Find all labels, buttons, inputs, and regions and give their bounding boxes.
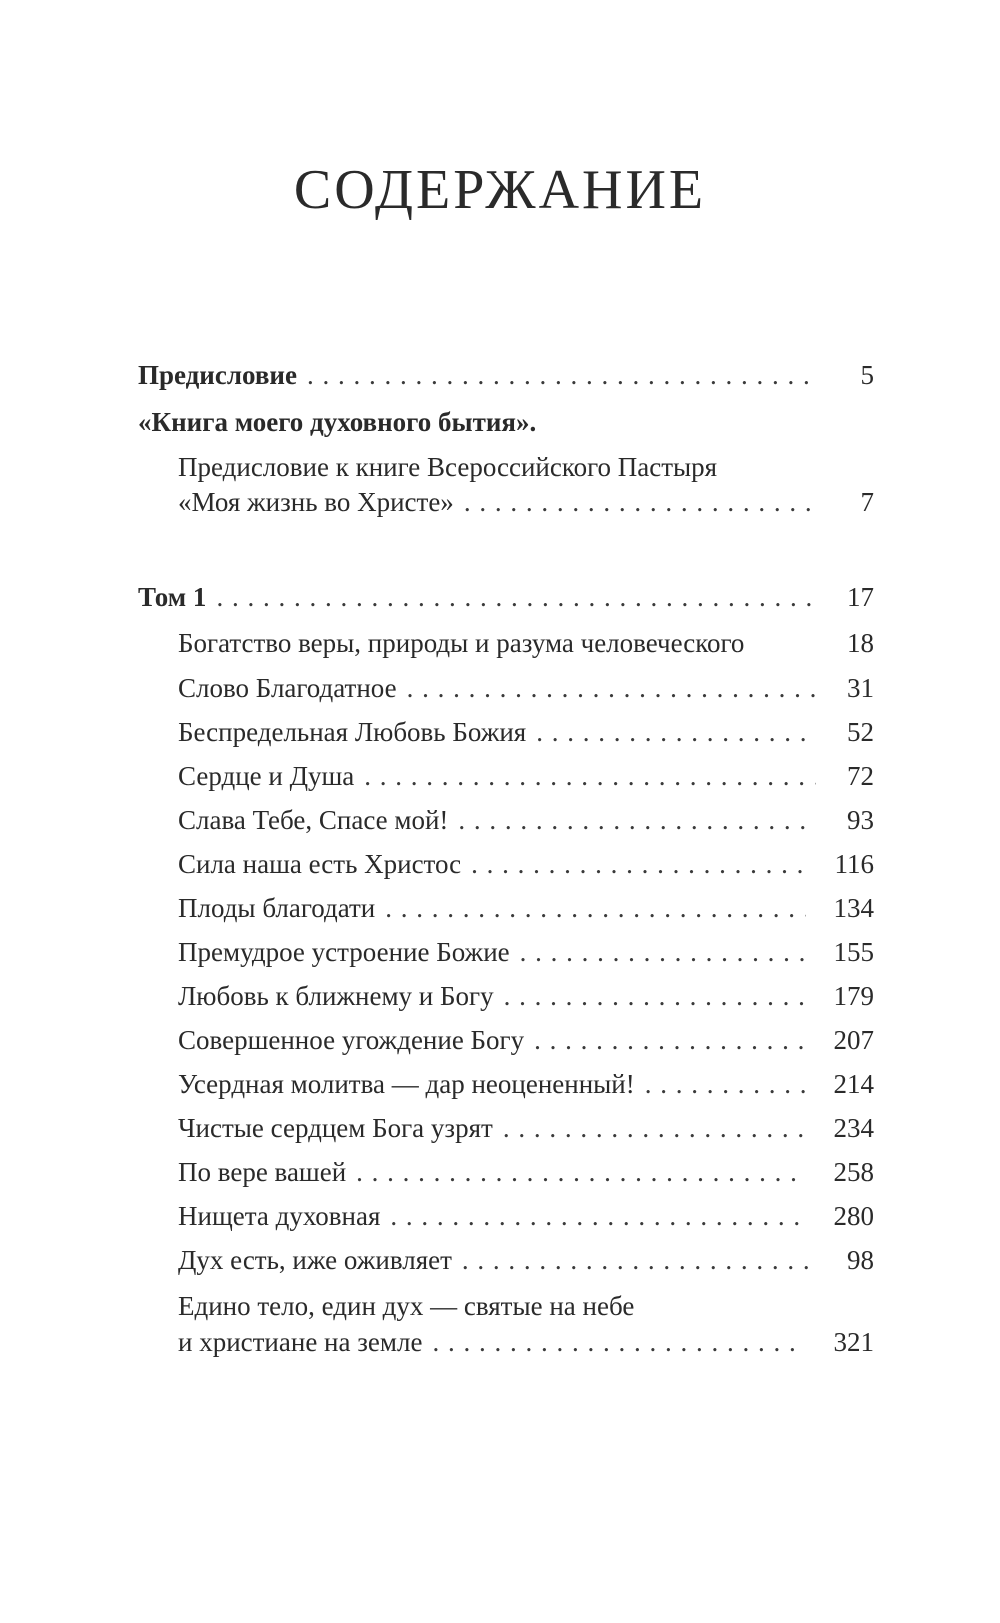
toc-entry-page: 7 xyxy=(860,487,874,517)
toc-entry-label: «Моя жизнь во Христе» xyxy=(178,487,454,517)
toc-entry-label: «Книга моего духовного бытия». xyxy=(138,407,537,437)
toc-chapter xyxy=(178,935,874,969)
leader-dots xyxy=(307,358,816,392)
toc-chapter xyxy=(178,671,874,705)
toc-chapter xyxy=(178,1111,874,1145)
leader-dots xyxy=(432,1325,805,1359)
toc-chapter-line-1 xyxy=(178,1289,874,1323)
toc-chapter xyxy=(178,1067,874,1101)
toc-entry-label: Совершенное угождение Богу xyxy=(178,1025,525,1055)
toc-entry-label: Любовь к ближнему и Богу xyxy=(178,981,494,1011)
toc-entry-book-heading xyxy=(138,405,874,439)
toc-chapter xyxy=(178,1199,874,1233)
leader-dots xyxy=(504,979,806,1013)
leader-dots xyxy=(534,1023,805,1057)
toc-entry-label: Дух есть, иже оживляет xyxy=(178,1245,452,1275)
toc-entry-label: Предисловие к книге Всероссийского Пастыря xyxy=(178,452,718,482)
toc-chapter-line-2 xyxy=(178,1325,874,1359)
toc-entry-label: Слово Благодатное xyxy=(178,673,397,703)
toc-entry-preface-line-2 xyxy=(178,485,874,519)
leader-dots xyxy=(464,485,816,519)
toc-entry-page: 31 xyxy=(847,673,874,703)
leader-dots xyxy=(356,1155,805,1189)
toc-entry-volume-1 xyxy=(138,580,874,614)
toc-chapter xyxy=(178,626,874,660)
toc-entry-preface-line-1 xyxy=(178,450,874,484)
toc-entry-label: Премудрое устроение Божие xyxy=(178,937,510,967)
toc-entry-page: 214 xyxy=(833,1069,874,1099)
toc-chapter xyxy=(178,715,874,749)
toc-chapter xyxy=(178,759,874,793)
toc-chapter xyxy=(178,1243,874,1277)
toc-entry-label: Слава Тебе, Спасе мой! xyxy=(178,805,449,835)
toc-entry-page: 98 xyxy=(847,1245,874,1275)
toc-chapter xyxy=(178,1023,874,1057)
toc-entry-page: 52 xyxy=(847,717,874,747)
toc-entry-page: 155 xyxy=(833,937,874,967)
toc-entry-label: и христиане на земле xyxy=(178,1327,423,1357)
toc-chapter xyxy=(178,979,874,1013)
toc-chapter xyxy=(178,1155,874,1189)
leader-dots xyxy=(462,1243,816,1277)
leader-dots xyxy=(407,671,816,705)
toc-entry-page: 234 xyxy=(833,1113,874,1143)
leader-dots xyxy=(458,803,816,837)
toc-entry-label: Том 1 xyxy=(138,582,207,612)
page-title: СОДЕРЖАНИЕ xyxy=(293,159,707,221)
toc-entry-page: 280 xyxy=(833,1201,874,1231)
leader-dots xyxy=(385,891,805,925)
toc-entry-page: 134 xyxy=(833,893,874,923)
toc-entry-label: Чистые сердцем Бога узрят xyxy=(178,1113,493,1143)
toc-entry-label: Плоды благодати xyxy=(178,893,376,923)
toc-entry-page: 321 xyxy=(833,1327,874,1357)
toc-entry-page: 258 xyxy=(833,1157,874,1187)
toc-entry-label: Сердце и Душа xyxy=(178,761,355,791)
leader-dots xyxy=(216,580,816,614)
toc-chapter xyxy=(178,891,874,925)
toc-entry-label: Едино тело, един дух — святые на небе xyxy=(178,1291,635,1321)
leader-dots xyxy=(645,1067,806,1101)
toc-entry-label: Сила наша есть Христос xyxy=(178,849,462,879)
toc-entry-page: 5 xyxy=(860,360,874,390)
toc-entry-page: 179 xyxy=(833,981,874,1011)
toc-entry-page: 116 xyxy=(834,849,874,879)
toc-entry-label: Беспредельная Любовь Божия xyxy=(178,717,527,747)
toc-chapter xyxy=(178,803,874,837)
toc-chapter xyxy=(178,847,874,881)
toc-entry-page: 18 xyxy=(847,628,874,658)
toc-entry-label: Нищета духовная xyxy=(178,1201,381,1231)
leader-dots xyxy=(503,1111,806,1145)
toc-entry-page: 17 xyxy=(847,582,874,612)
leader-dots xyxy=(471,847,806,881)
toc-entry-page: 72 xyxy=(847,761,874,791)
leader-dots xyxy=(520,935,806,969)
leader-dots xyxy=(364,759,816,793)
toc-entry-page: 93 xyxy=(847,805,874,835)
toc-entry-label: Усердная молитва — дар неоцененный! xyxy=(178,1069,635,1099)
toc-entry-label: Предисловие xyxy=(138,360,297,390)
toc-entry-label: По вере вашей xyxy=(178,1157,347,1187)
toc-entry-page: 207 xyxy=(833,1025,874,1055)
leader-dots xyxy=(390,1199,805,1233)
toc-entry-label: Богатство веры, природы и разума человеческого xyxy=(178,628,745,658)
toc-entry-preface xyxy=(138,358,874,392)
leader-dots xyxy=(536,715,816,749)
